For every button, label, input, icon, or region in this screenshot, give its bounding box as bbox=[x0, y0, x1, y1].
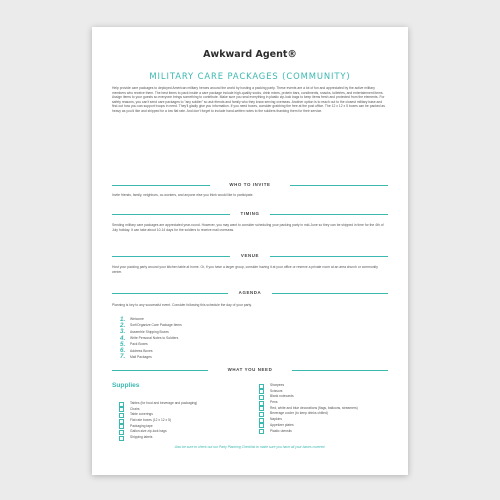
agenda-step: Assemble Shipping Boxes bbox=[130, 329, 169, 334]
supply-label: Plastic utensils bbox=[270, 428, 292, 433]
agenda-number: 3. bbox=[120, 328, 126, 336]
agenda-number: 7. bbox=[120, 353, 126, 361]
agenda-number: 1. bbox=[120, 315, 126, 323]
checkbox-icon bbox=[259, 401, 264, 406]
checkbox-icon bbox=[119, 430, 124, 435]
supply-label: Pens bbox=[270, 400, 278, 405]
supply-label: Flat rate boxes (12 x 12 x 5) bbox=[130, 418, 172, 423]
agenda-step: Address Boxes bbox=[130, 348, 153, 353]
agenda-divider bbox=[112, 290, 388, 296]
who-to-invite-text: Invite friends, family, neighbors, co-workers, and anyone else you think would like to participate. bbox=[112, 193, 254, 197]
checkbox-icon bbox=[119, 402, 124, 407]
checkbox-icon bbox=[119, 419, 124, 424]
supply-label: Gallon-size zip-lock bags bbox=[130, 429, 167, 434]
agenda-step: Welcome bbox=[130, 317, 144, 322]
checkbox-icon bbox=[259, 384, 264, 389]
agenda-step: Write Personal Notes to Soldiers bbox=[130, 336, 179, 341]
supply-label: Scissors bbox=[270, 388, 283, 393]
checkbox-icon bbox=[259, 406, 264, 411]
agenda-step: Mail Packages bbox=[130, 354, 152, 359]
supply-label: Red, white and blue decorations (flags, balloons, streamers) bbox=[270, 405, 358, 410]
supply-label: Tables (for food and beverage and packaging) bbox=[130, 401, 198, 405]
agenda-text: Planning is key to any successful event. Consider following this schedule the day of your party. bbox=[112, 303, 252, 307]
document-page bbox=[92, 27, 408, 475]
agenda-step: Sort/Organize Care Package Items bbox=[130, 323, 182, 328]
agenda-step: Pack Boxes bbox=[130, 342, 148, 347]
what-you-need-divider bbox=[112, 367, 388, 373]
checkbox-icon bbox=[259, 389, 264, 394]
timing-divider bbox=[112, 211, 388, 217]
checkbox-icon bbox=[259, 418, 264, 423]
supplies-list-left bbox=[119, 401, 239, 441]
venue-text: Host your packing party around your kitchen table at home. Or, if you have a larger group, consider having it at your office or reserve a private room at an area church or community center. bbox=[112, 265, 378, 274]
what-you-need-heading: WHAT YOU NEED bbox=[222, 367, 279, 372]
supply-label: Blank notecards bbox=[270, 394, 294, 399]
supply-label: Beverage cooler (to keep drinks chilled) bbox=[270, 411, 328, 416]
brand-logo: Awkward Agent® bbox=[203, 49, 297, 60]
venue-divider bbox=[112, 253, 388, 259]
timing-heading: TIMING bbox=[235, 211, 266, 216]
supplies-heading: Supplies bbox=[112, 382, 140, 389]
checkbox-icon bbox=[259, 412, 264, 417]
agenda-list bbox=[120, 316, 182, 360]
list-item bbox=[259, 429, 384, 435]
footer-note: Also be sure to check out our Party Planning Checklist to make sure you have all your bases covered. bbox=[174, 445, 326, 449]
agenda-number: 5. bbox=[120, 340, 126, 348]
supply-label: Table coverings bbox=[130, 412, 153, 417]
supplies-list-right bbox=[259, 383, 384, 434]
checkbox-icon bbox=[259, 429, 264, 434]
who-to-invite-heading: WHO TO INVITE bbox=[223, 182, 276, 187]
agenda-number: 6. bbox=[120, 347, 126, 355]
supply-label: Sharpees bbox=[270, 383, 285, 387]
supply-label: Shipping labels bbox=[130, 435, 153, 440]
supply-label: Packaging tape bbox=[130, 423, 153, 428]
venue-heading: VENUE bbox=[235, 253, 265, 258]
supply-label: Chairs bbox=[130, 406, 140, 411]
supply-label: Appetizer plates bbox=[270, 422, 294, 427]
checkbox-icon bbox=[259, 423, 264, 428]
agenda-heading: AGENDA bbox=[233, 290, 268, 295]
timing-text: Sending military care packages are appreciated year-round. However, you may want to consider scheduling your packing party in mid-June so they can be shipped in time for the 4th of July holiday. It can take about 10-14 days for the soldiers to receive mail overseas. bbox=[112, 223, 384, 232]
who-to-invite-divider bbox=[112, 182, 388, 188]
checkbox-icon bbox=[119, 413, 124, 418]
checkbox-icon bbox=[119, 407, 124, 412]
list-item bbox=[119, 435, 239, 441]
checkbox-icon bbox=[119, 436, 124, 441]
checkbox-icon bbox=[259, 395, 264, 400]
page-title: MILITARY CARE PACKAGES (COMMUNITY) bbox=[149, 71, 351, 81]
supply-label: Napkins bbox=[270, 417, 282, 422]
list-item bbox=[120, 354, 182, 360]
agenda-number: 4. bbox=[120, 334, 126, 342]
intro-paragraph: Help provide care packages to deployed American military heroes around the world by hosting a packing party. These events are a lot of fun and appreciated by the active military members who receive them. The best items to pack inside a care package include high-quality socks, drink mixes, protein bars, condiments, snacks, toiletries, and entertainment items. Assign items to your guests so everyone brings something to contribute. Make sure you seal everything in plastic zip-lock bags to keep items fresh and protected from the elements. For safety reasons, you can't send care packages to "any soldier" so ask friends and family who they know serving overseas. Another option is to reach out to the closest military base and find out how you can support troops in need. They'll gladly give you information. If you need boxes, consider grabbing the free at the post office. The 12 x 12 x 5 boxes can be packed as heavy as you'd like and shipped for a low flat rate. And don't forget to include hand-written notes to the soldiers thanking them for their service. bbox=[112, 86, 385, 113]
agenda-number: 2. bbox=[120, 321, 126, 329]
checkbox-icon bbox=[119, 424, 124, 429]
